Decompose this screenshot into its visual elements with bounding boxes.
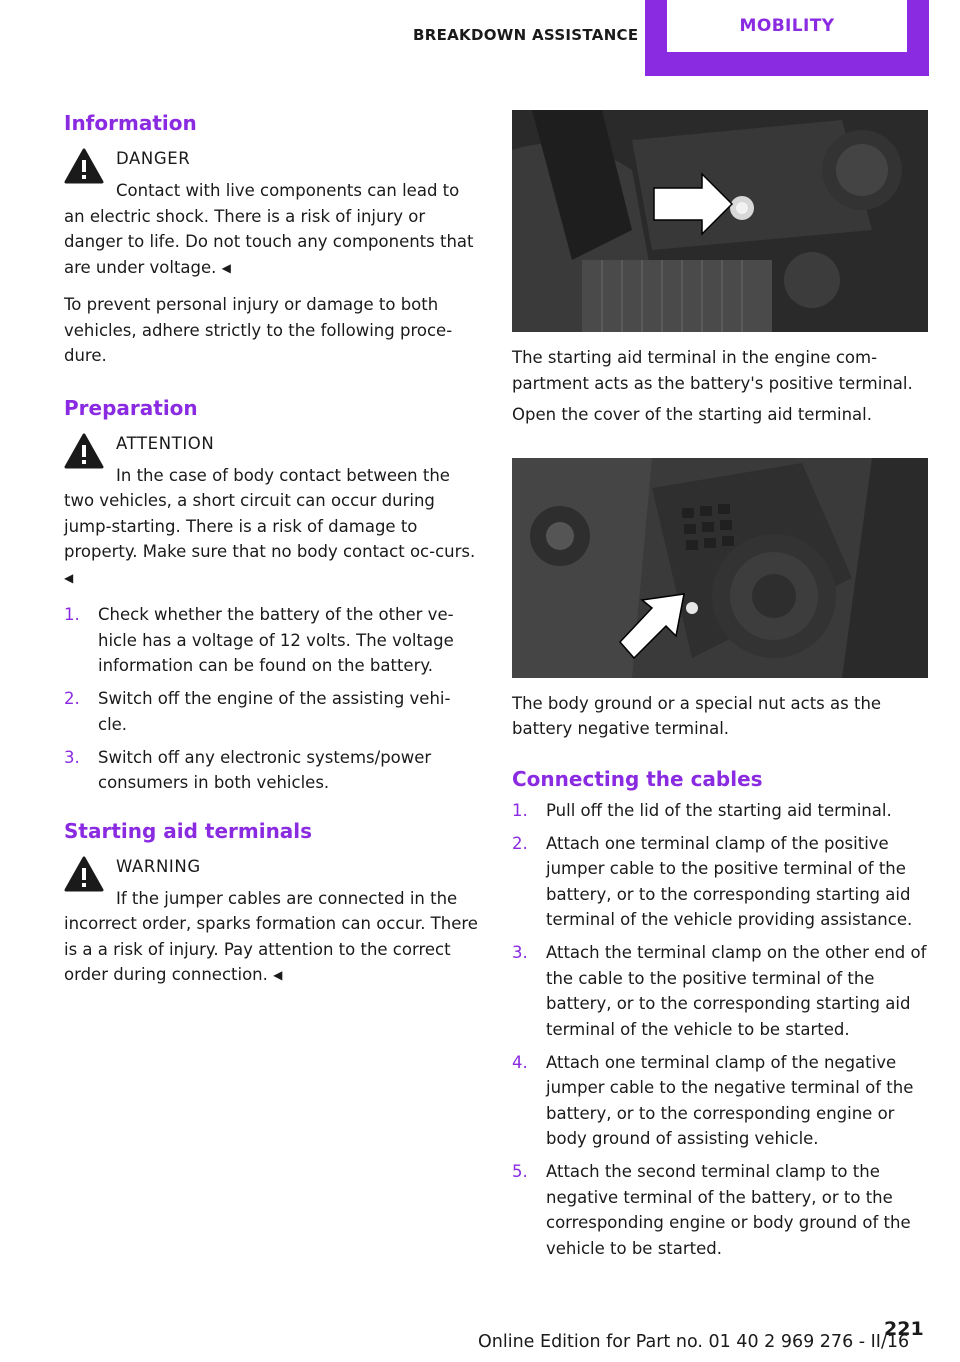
end-marker-icon: ◀ bbox=[221, 260, 231, 275]
list-item: 4. Attach one terminal clamp of the negative jumper cable to the negative terminal of the battery, or to the corresponding engine or body ground of assisting vehicle. bbox=[512, 1052, 914, 1148]
list-item: 5. Attach the second terminal clamp to the negative terminal of the battery, or to the corresponding engine or body ground of the vehicle to be started. bbox=[512, 1162, 911, 1258]
connecting-steps bbox=[512, 798, 928, 1262]
warning-triangle-icon bbox=[64, 433, 104, 469]
warning-box bbox=[64, 854, 478, 989]
warning-triangle-icon bbox=[64, 856, 104, 892]
attention-warning-first-line: In the case of body contact between the bbox=[116, 465, 450, 485]
engine-compartment-image bbox=[512, 110, 928, 332]
header-chapter-label: MOBILITY bbox=[667, 0, 907, 52]
footer-edition: Online Edition for Part no. 01 40 2 969 276 - II/16 bbox=[478, 1332, 910, 1352]
danger-warning-text: an electric shock. There is a risk of injury or danger to life. Do not touch any components that are under voltage. ◀ bbox=[64, 206, 474, 277]
information-heading: Information bbox=[64, 111, 197, 135]
preparation-heading: Preparation bbox=[64, 395, 198, 420]
warning-box-text: incorrect order, sparks formation can occur. There is a a risk of injury. Pay attention to the correct order during connection. ◀ bbox=[64, 914, 478, 984]
danger-warning bbox=[64, 146, 478, 281]
end-marker-icon: ◀ bbox=[64, 570, 74, 585]
list-item: 2. Switch off the engine of the assisting vehi-cle. bbox=[64, 689, 451, 734]
danger-warning-title: DANGER bbox=[116, 149, 191, 168]
caption-open-cover: Open the cover of the starting aid terminal. bbox=[512, 405, 872, 424]
ground-terminal-image bbox=[512, 458, 928, 678]
warning-triangle-icon bbox=[64, 148, 104, 184]
list-item: 2. Attach one terminal clamp of the positive jumper cable to the positive terminal of the battery, or to the corresponding starting aid terminal of the vehicle providing assistance. bbox=[512, 833, 913, 929]
engine-compartment-photo bbox=[512, 110, 928, 332]
starting-aid-terminals-heading: Starting aid terminals bbox=[64, 818, 313, 843]
right-column bbox=[512, 110, 928, 1269]
left-column bbox=[64, 108, 478, 989]
list-item: 1. Pull off the lid of the starting aid terminal. bbox=[512, 800, 892, 820]
caption-positive-terminal: The starting aid terminal in the engine com-partment acts as the battery's positive terminal. bbox=[512, 348, 913, 393]
attention-warning-text: two vehicles, a short circuit can occur during jump-starting. There is a risk of damage to property. Make sure that no body contact oc-curs. ◀ bbox=[64, 491, 476, 585]
ground-terminal-photo bbox=[512, 458, 928, 678]
danger-warning-first-line: Contact with live components can lead to bbox=[116, 181, 460, 200]
list-item: 1. Check whether the battery of the other ve-hicle has a voltage of 12 volts. The voltage information can be found on the battery. bbox=[64, 605, 454, 675]
warning-box-title: WARNING bbox=[116, 856, 201, 876]
information-paragraph: To prevent personal injury or damage to both vehicles, adhere strictly to the following proce-dure. bbox=[64, 295, 453, 365]
list-item: 3. Attach the terminal clamp on the other end of the cable to the positive terminal of the battery, or to the corresponding starting aid terminal of the vehicle to be started. bbox=[512, 943, 927, 1039]
list-item: 3. Switch off any electronic systems/power consumers in both vehicles. bbox=[64, 747, 432, 792]
page-number: 221 bbox=[884, 1318, 924, 1340]
preparation-steps bbox=[64, 602, 478, 796]
attention-warning bbox=[64, 431, 478, 592]
header-section-title: BREAKDOWN ASSISTANCE bbox=[413, 26, 639, 44]
end-marker-icon: ◀ bbox=[273, 968, 283, 982]
warning-box-first-line: If the jumper cables are connected in the bbox=[116, 888, 458, 908]
header-chapter-tab bbox=[645, 0, 929, 76]
connecting-cables-heading: Connecting the cables bbox=[512, 766, 763, 791]
caption-negative-terminal: The body ground or a special nut acts as the battery negative terminal. bbox=[512, 693, 882, 738]
attention-warning-title: ATTENTION bbox=[116, 433, 215, 453]
